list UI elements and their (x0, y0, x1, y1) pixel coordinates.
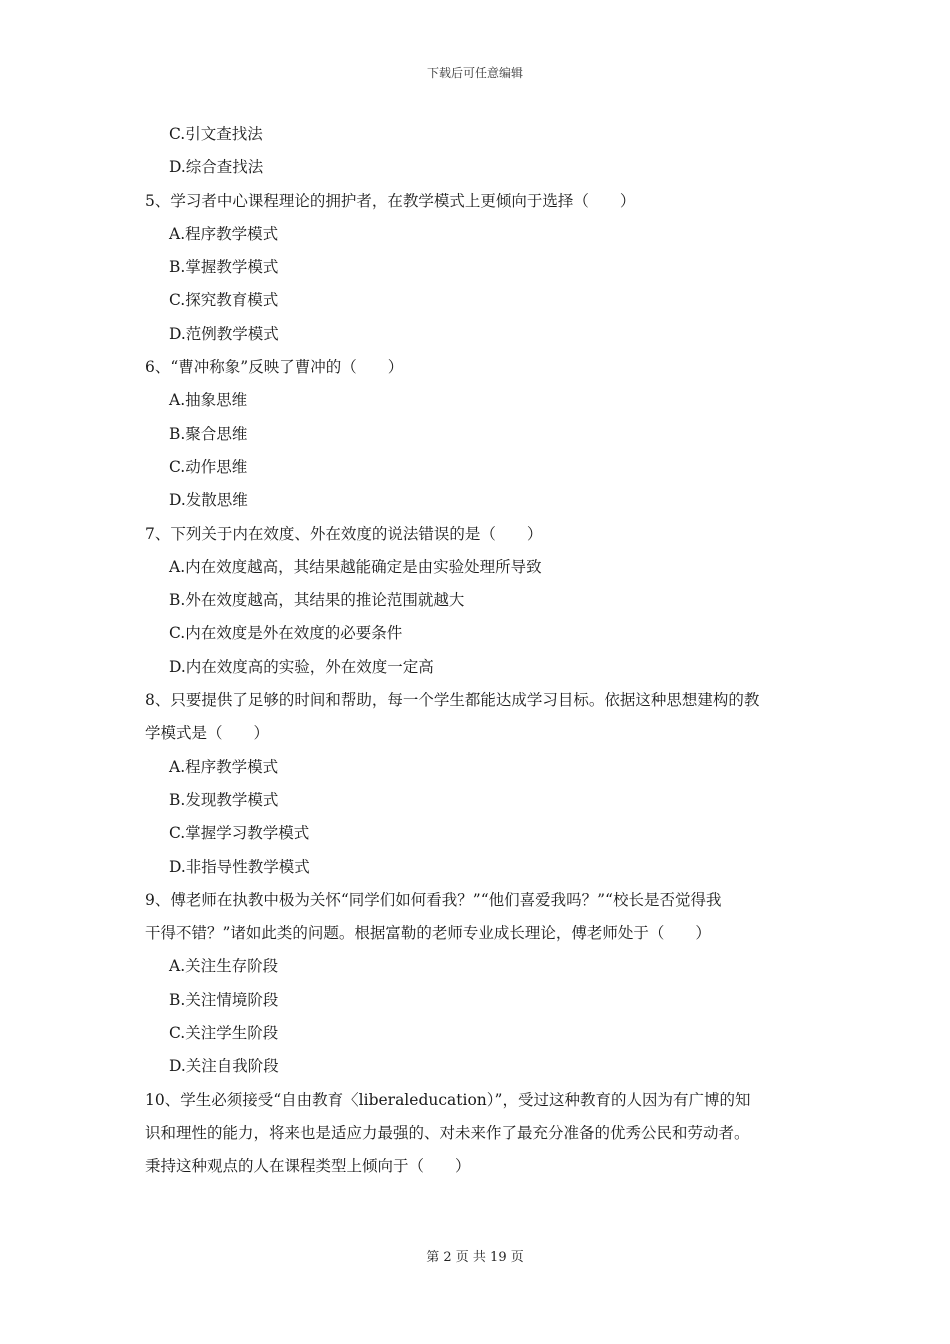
answer-option: B.聚合思维 (169, 424, 248, 443)
page-header: 下载后可任意编辑 (426, 66, 523, 80)
answer-option: A.抽象思维 (169, 391, 248, 410)
question-text: 干得不错？”诸如此类的问题。根据富勒的老师专业成长理论，傅老师处于（ ） (145, 924, 711, 943)
answer-option: A.程序教学模式 (169, 757, 279, 776)
question-text: 6、“曹冲称象”反映了曹冲的（ ） (145, 358, 404, 377)
question-text: 10、学生必须接受“自由教育〈liberaleducation）”，受过这种教育的人因为有广博的知 (145, 1090, 751, 1109)
answer-option: D.综合查找法 (169, 158, 264, 177)
answer-option: C.动作思维 (169, 457, 248, 476)
answer-option: D.关注自我阶段 (169, 1057, 279, 1076)
question-text: 识和理性的能力，将来也是适应力最强的、对未来作了最充分准备的优秀公民和劳动者。 (145, 1123, 750, 1142)
answer-option: C.关注学生阶段 (169, 1024, 279, 1043)
answer-option: C.掌握学习教学模式 (169, 824, 310, 843)
answer-option: D.内在效度高的实验，外在效度一定高 (169, 657, 434, 676)
question-text: 7、下列关于内在效度、外在效度的说法错误的是（ ） (145, 524, 543, 543)
answer-option: C.引文查找法 (169, 125, 263, 143)
answer-option: A.内在效度越高，其结果越能确定是由实验处理所导致 (169, 557, 542, 576)
answer-option: D.非指导性教学模式 (169, 857, 310, 876)
answer-option: A.程序教学模式 (169, 224, 279, 243)
question-text: 5、学习者中心课程理论的拥护者，在教学模式上更倾向于选择（ ） (145, 191, 636, 210)
answer-option: D.发散思维 (169, 491, 248, 510)
answer-option: B.外在效度越高，其结果的推论范围就越大 (169, 591, 465, 610)
answer-option: B.掌握教学模式 (169, 258, 279, 277)
document-body (145, 118, 815, 1184)
question-text: 秉持这种观点的人在课程类型上倾向于（ ） (145, 1157, 471, 1176)
answer-option: C.内在效度是外在效度的必要条件 (169, 624, 403, 643)
answer-option: B.发现教学模式 (169, 790, 279, 809)
answer-option: B.关注情境阶段 (169, 990, 279, 1009)
answer-option: A.关注生存阶段 (169, 957, 279, 976)
answer-option: D.范例教学模式 (169, 324, 279, 343)
question-text: 学模式是（ ） (145, 724, 270, 743)
question-text: 9、傅老师在执教中极为关怀“同学们如何看我？”“他们喜爱我吗？”“校长是否觉得我 (145, 890, 722, 909)
answer-option: C.探究教育模式 (169, 291, 279, 310)
question-text: 8、只要提供了足够的时间和帮助，每一个学生都能达成学习目标。依据这种思想建构的教 (145, 691, 760, 710)
page-footer: 第 2 页 共 19 页 (426, 1250, 524, 1265)
